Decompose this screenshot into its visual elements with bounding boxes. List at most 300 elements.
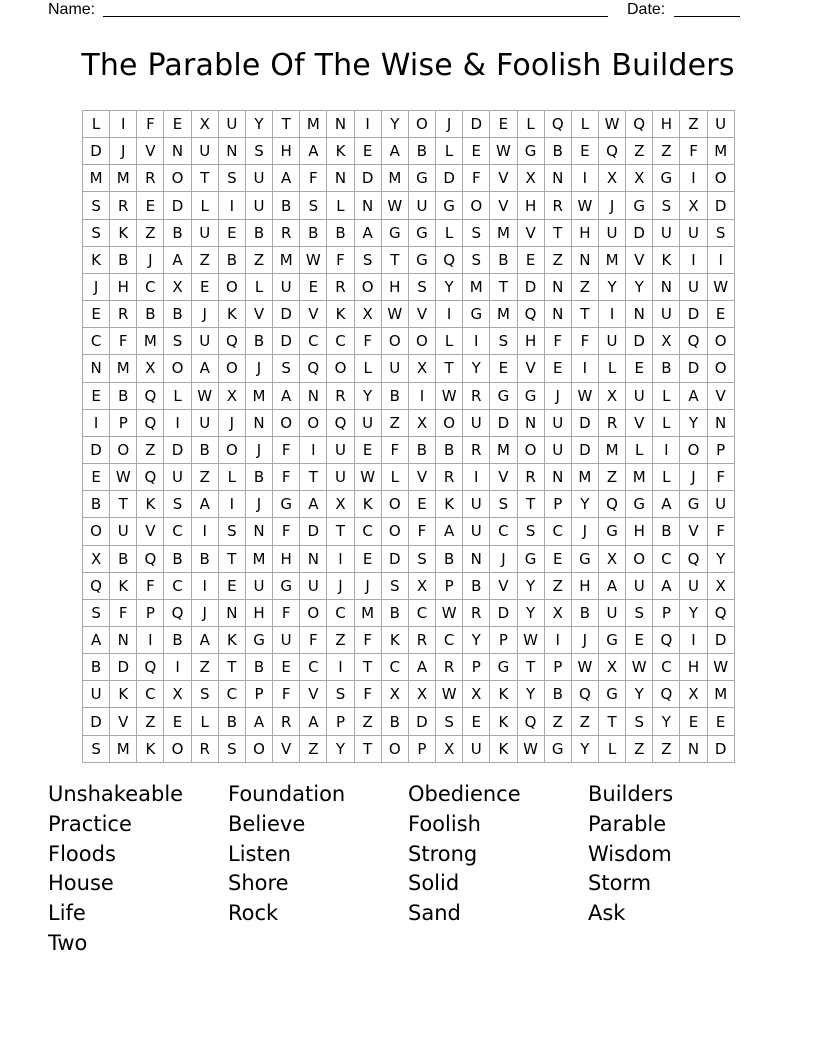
grid-cell[interactable]: R xyxy=(137,165,164,192)
grid-cell[interactable]: V xyxy=(300,301,327,328)
grid-cell[interactable]: Y xyxy=(463,355,490,382)
grid-cell[interactable]: B xyxy=(463,573,490,600)
grid-cell[interactable]: S xyxy=(463,220,490,247)
grid-cell[interactable]: E xyxy=(355,138,382,165)
grid-cell[interactable]: D xyxy=(463,111,490,138)
grid-cell[interactable]: E xyxy=(137,192,164,219)
grid-cell[interactable]: A xyxy=(436,518,463,545)
grid-cell[interactable]: N xyxy=(300,546,327,573)
grid-cell[interactable]: F xyxy=(708,518,735,545)
grid-cell[interactable]: U xyxy=(409,192,436,219)
grid-cell[interactable]: V xyxy=(490,165,517,192)
grid-cell[interactable]: S xyxy=(219,518,246,545)
grid-cell[interactable]: R xyxy=(518,464,545,491)
grid-cell[interactable]: M xyxy=(490,437,517,464)
grid-cell[interactable]: X xyxy=(409,355,436,382)
grid-cell[interactable]: N xyxy=(110,627,137,654)
grid-cell[interactable]: U xyxy=(626,383,653,410)
grid-cell[interactable]: D xyxy=(273,301,300,328)
grid-cell[interactable]: H xyxy=(110,274,137,301)
grid-cell[interactable]: J xyxy=(246,437,273,464)
grid-cell[interactable]: X xyxy=(599,165,626,192)
grid-cell[interactable]: V xyxy=(626,247,653,274)
grid-cell[interactable]: O xyxy=(219,437,246,464)
grid-cell[interactable]: U xyxy=(708,491,735,518)
grid-cell[interactable]: G xyxy=(626,192,653,219)
grid-cell[interactable]: O xyxy=(382,736,409,763)
grid-cell[interactable]: Z xyxy=(680,111,707,138)
grid-cell[interactable]: B xyxy=(219,708,246,735)
grid-cell[interactable]: C xyxy=(164,518,191,545)
grid-cell[interactable]: N xyxy=(164,138,191,165)
grid-cell[interactable]: A xyxy=(382,138,409,165)
grid-cell[interactable]: Z xyxy=(300,736,327,763)
grid-cell[interactable]: Q xyxy=(599,138,626,165)
grid-cell[interactable]: E xyxy=(626,355,653,382)
grid-cell[interactable]: T xyxy=(192,165,219,192)
grid-cell[interactable]: I xyxy=(572,355,599,382)
grid-cell[interactable]: E xyxy=(219,573,246,600)
grid-cell[interactable]: F xyxy=(327,247,354,274)
grid-cell[interactable]: A xyxy=(246,708,273,735)
grid-cell[interactable]: B xyxy=(653,355,680,382)
grid-cell[interactable]: P xyxy=(436,573,463,600)
grid-cell[interactable]: U xyxy=(680,274,707,301)
grid-cell[interactable]: U xyxy=(273,274,300,301)
grid-cell[interactable]: N xyxy=(545,301,572,328)
grid-cell[interactable]: B xyxy=(490,247,517,274)
grid-cell[interactable]: A xyxy=(653,491,680,518)
grid-cell[interactable]: U xyxy=(327,437,354,464)
grid-cell[interactable]: U xyxy=(599,220,626,247)
grid-cell[interactable]: D xyxy=(83,708,110,735)
grid-cell[interactable]: B xyxy=(137,301,164,328)
grid-cell[interactable]: Z xyxy=(137,708,164,735)
grid-cell[interactable]: T xyxy=(490,274,517,301)
grid-cell[interactable]: W xyxy=(382,192,409,219)
grid-cell[interactable]: S xyxy=(300,192,327,219)
grid-cell[interactable]: R xyxy=(327,383,354,410)
grid-cell[interactable]: J xyxy=(219,410,246,437)
grid-cell[interactable]: N xyxy=(463,546,490,573)
grid-cell[interactable]: Z xyxy=(137,437,164,464)
grid-cell[interactable]: I xyxy=(219,491,246,518)
grid-cell[interactable]: E xyxy=(83,383,110,410)
grid-cell[interactable]: C xyxy=(83,328,110,355)
grid-cell[interactable]: P xyxy=(409,736,436,763)
grid-cell[interactable]: L xyxy=(164,383,191,410)
grid-cell[interactable]: G xyxy=(599,518,626,545)
grid-cell[interactable]: S xyxy=(490,491,517,518)
grid-cell[interactable]: U xyxy=(599,328,626,355)
grid-cell[interactable]: R xyxy=(273,708,300,735)
grid-cell[interactable]: W xyxy=(518,627,545,654)
grid-cell[interactable]: H xyxy=(626,518,653,545)
grid-cell[interactable]: V xyxy=(708,383,735,410)
grid-cell[interactable]: C xyxy=(653,546,680,573)
grid-cell[interactable]: M xyxy=(490,220,517,247)
grid-cell[interactable]: X xyxy=(599,654,626,681)
word-search-grid[interactable] xyxy=(82,110,735,763)
grid-cell[interactable]: C xyxy=(355,518,382,545)
grid-cell[interactable]: K xyxy=(653,247,680,274)
grid-cell[interactable]: B xyxy=(246,464,273,491)
grid-cell[interactable]: V xyxy=(409,464,436,491)
grid-cell[interactable]: C xyxy=(545,518,572,545)
grid-cell[interactable]: H xyxy=(572,573,599,600)
grid-cell[interactable]: X xyxy=(626,165,653,192)
grid-cell[interactable]: H xyxy=(518,328,545,355)
grid-cell[interactable]: J xyxy=(246,355,273,382)
grid-cell[interactable]: O xyxy=(463,192,490,219)
grid-cell[interactable]: E xyxy=(355,546,382,573)
grid-cell[interactable]: A xyxy=(164,247,191,274)
grid-cell[interactable]: G xyxy=(436,192,463,219)
grid-cell[interactable]: Q xyxy=(653,681,680,708)
grid-cell[interactable]: U xyxy=(83,681,110,708)
grid-cell[interactable]: R xyxy=(436,464,463,491)
grid-cell[interactable]: X xyxy=(680,681,707,708)
grid-cell[interactable]: O xyxy=(164,165,191,192)
grid-cell[interactable]: E xyxy=(273,654,300,681)
grid-cell[interactable]: I xyxy=(463,328,490,355)
grid-cell[interactable]: B xyxy=(653,518,680,545)
grid-cell[interactable]: M xyxy=(708,138,735,165)
grid-cell[interactable]: N xyxy=(246,410,273,437)
grid-cell[interactable]: W xyxy=(572,383,599,410)
grid-cell[interactable]: O xyxy=(219,355,246,382)
grid-cell[interactable]: Z xyxy=(653,736,680,763)
grid-cell[interactable]: T xyxy=(545,220,572,247)
grid-cell[interactable]: C xyxy=(219,681,246,708)
grid-cell[interactable]: S xyxy=(83,192,110,219)
grid-cell[interactable]: S xyxy=(83,220,110,247)
grid-cell[interactable]: G xyxy=(409,220,436,247)
grid-cell[interactable]: C xyxy=(409,600,436,627)
grid-cell[interactable]: H xyxy=(653,111,680,138)
grid-cell[interactable]: D xyxy=(626,220,653,247)
grid-cell[interactable]: U xyxy=(653,220,680,247)
grid-cell[interactable]: M xyxy=(490,301,517,328)
grid-cell[interactable]: Q xyxy=(83,573,110,600)
grid-cell[interactable]: J xyxy=(83,274,110,301)
grid-cell[interactable]: Z xyxy=(192,464,219,491)
grid-cell[interactable]: R xyxy=(436,654,463,681)
grid-cell[interactable]: X xyxy=(164,681,191,708)
grid-cell[interactable]: L xyxy=(436,328,463,355)
grid-cell[interactable]: Q xyxy=(653,627,680,654)
grid-cell[interactable]: B xyxy=(164,301,191,328)
grid-cell[interactable]: P xyxy=(110,410,137,437)
grid-cell[interactable]: G xyxy=(273,491,300,518)
grid-cell[interactable]: B xyxy=(436,437,463,464)
grid-cell[interactable]: S xyxy=(246,138,273,165)
grid-cell[interactable]: X xyxy=(463,681,490,708)
grid-cell[interactable]: L xyxy=(599,736,626,763)
grid-cell[interactable]: F xyxy=(680,138,707,165)
grid-cell[interactable]: E xyxy=(83,301,110,328)
grid-cell[interactable]: F xyxy=(110,328,137,355)
grid-cell[interactable]: R xyxy=(463,600,490,627)
grid-cell[interactable]: D xyxy=(300,518,327,545)
grid-cell[interactable]: E xyxy=(708,301,735,328)
grid-cell[interactable]: O xyxy=(680,437,707,464)
grid-cell[interactable]: Y xyxy=(518,573,545,600)
grid-cell[interactable]: J xyxy=(599,192,626,219)
grid-cell[interactable]: L xyxy=(83,111,110,138)
grid-cell[interactable]: V xyxy=(490,192,517,219)
grid-cell[interactable]: U xyxy=(327,464,354,491)
grid-cell[interactable]: F xyxy=(355,681,382,708)
grid-cell[interactable]: V xyxy=(490,464,517,491)
grid-cell[interactable]: Y xyxy=(327,736,354,763)
grid-cell[interactable]: Y xyxy=(653,708,680,735)
grid-cell[interactable]: H xyxy=(680,654,707,681)
grid-cell[interactable]: C xyxy=(300,654,327,681)
grid-cell[interactable]: N xyxy=(327,111,354,138)
grid-cell[interactable]: K xyxy=(137,491,164,518)
grid-cell[interactable]: S xyxy=(219,736,246,763)
grid-cell[interactable]: C xyxy=(164,573,191,600)
grid-cell[interactable]: Y xyxy=(626,274,653,301)
grid-cell[interactable]: L xyxy=(436,138,463,165)
grid-cell[interactable]: J xyxy=(327,573,354,600)
grid-cell[interactable]: N xyxy=(518,410,545,437)
grid-cell[interactable]: V xyxy=(626,410,653,437)
grid-cell[interactable]: S xyxy=(490,328,517,355)
grid-cell[interactable]: M xyxy=(110,736,137,763)
grid-cell[interactable]: U xyxy=(680,573,707,600)
grid-cell[interactable]: N xyxy=(219,138,246,165)
grid-cell[interactable]: G xyxy=(518,383,545,410)
grid-cell[interactable]: I xyxy=(300,437,327,464)
grid-cell[interactable]: D xyxy=(708,627,735,654)
grid-cell[interactable]: F xyxy=(300,627,327,654)
grid-cell[interactable]: B xyxy=(246,220,273,247)
grid-cell[interactable]: F xyxy=(137,111,164,138)
grid-cell[interactable]: D xyxy=(490,600,517,627)
grid-cell[interactable]: N xyxy=(708,410,735,437)
grid-cell[interactable]: A xyxy=(192,491,219,518)
grid-cell[interactable]: O xyxy=(246,736,273,763)
grid-cell[interactable]: W xyxy=(599,111,626,138)
grid-cell[interactable]: T xyxy=(355,654,382,681)
grid-cell[interactable]: C xyxy=(653,654,680,681)
grid-cell[interactable]: Y xyxy=(680,410,707,437)
grid-cell[interactable]: V xyxy=(137,138,164,165)
grid-cell[interactable]: L xyxy=(355,355,382,382)
grid-cell[interactable]: K xyxy=(355,491,382,518)
grid-cell[interactable]: E xyxy=(463,138,490,165)
grid-cell[interactable]: Q xyxy=(137,464,164,491)
grid-cell[interactable]: B xyxy=(110,383,137,410)
grid-cell[interactable]: L xyxy=(653,383,680,410)
grid-cell[interactable]: W xyxy=(572,192,599,219)
grid-cell[interactable]: U xyxy=(463,736,490,763)
grid-cell[interactable]: B xyxy=(164,546,191,573)
grid-cell[interactable]: V xyxy=(518,355,545,382)
grid-cell[interactable]: N xyxy=(327,165,354,192)
grid-cell[interactable]: K xyxy=(83,247,110,274)
grid-cell[interactable]: W xyxy=(572,654,599,681)
grid-cell[interactable]: Y xyxy=(355,383,382,410)
grid-cell[interactable]: D xyxy=(518,274,545,301)
grid-cell[interactable]: D xyxy=(572,410,599,437)
grid-cell[interactable]: W xyxy=(382,301,409,328)
grid-cell[interactable]: V xyxy=(246,301,273,328)
grid-cell[interactable]: W xyxy=(192,383,219,410)
grid-cell[interactable]: D xyxy=(355,165,382,192)
grid-cell[interactable]: U xyxy=(246,192,273,219)
grid-cell[interactable]: S xyxy=(409,546,436,573)
grid-cell[interactable]: Y xyxy=(680,600,707,627)
grid-cell[interactable]: Z xyxy=(626,138,653,165)
grid-cell[interactable]: D xyxy=(110,654,137,681)
grid-cell[interactable]: B xyxy=(409,138,436,165)
grid-cell[interactable]: J xyxy=(680,464,707,491)
grid-cell[interactable]: C xyxy=(436,627,463,654)
grid-cell[interactable]: E xyxy=(83,464,110,491)
grid-cell[interactable]: T xyxy=(300,464,327,491)
grid-cell[interactable]: Y xyxy=(572,491,599,518)
grid-cell[interactable]: E xyxy=(490,111,517,138)
grid-cell[interactable]: Z xyxy=(545,573,572,600)
grid-cell[interactable]: F xyxy=(382,437,409,464)
grid-cell[interactable]: D xyxy=(436,165,463,192)
grid-cell[interactable]: V xyxy=(273,736,300,763)
grid-cell[interactable]: N xyxy=(300,383,327,410)
grid-cell[interactable]: L xyxy=(518,111,545,138)
grid-cell[interactable]: X xyxy=(382,681,409,708)
grid-cell[interactable]: Q xyxy=(436,247,463,274)
grid-cell[interactable]: X xyxy=(545,600,572,627)
grid-cell[interactable]: E xyxy=(572,138,599,165)
grid-cell[interactable]: B xyxy=(246,328,273,355)
grid-cell[interactable]: X xyxy=(192,111,219,138)
grid-cell[interactable]: A xyxy=(409,654,436,681)
name-blank-line[interactable] xyxy=(103,16,608,17)
grid-cell[interactable]: B xyxy=(110,247,137,274)
grid-cell[interactable]: Q xyxy=(518,708,545,735)
grid-cell[interactable]: B xyxy=(545,681,572,708)
grid-cell[interactable]: Z xyxy=(192,654,219,681)
grid-cell[interactable]: K xyxy=(490,681,517,708)
grid-cell[interactable]: Y xyxy=(708,546,735,573)
grid-cell[interactable]: N xyxy=(680,736,707,763)
grid-cell[interactable]: T xyxy=(436,355,463,382)
grid-cell[interactable]: O xyxy=(164,736,191,763)
grid-cell[interactable]: K xyxy=(382,627,409,654)
grid-cell[interactable]: X xyxy=(409,573,436,600)
grid-cell[interactable]: B xyxy=(192,546,219,573)
grid-cell[interactable]: F xyxy=(273,437,300,464)
grid-cell[interactable]: G xyxy=(409,247,436,274)
grid-cell[interactable]: F xyxy=(273,681,300,708)
grid-cell[interactable]: L xyxy=(436,220,463,247)
grid-cell[interactable]: E xyxy=(518,247,545,274)
grid-cell[interactable]: B xyxy=(327,220,354,247)
grid-cell[interactable]: E xyxy=(355,437,382,464)
grid-cell[interactable]: J xyxy=(490,546,517,573)
grid-cell[interactable]: S xyxy=(83,600,110,627)
grid-cell[interactable]: L xyxy=(327,192,354,219)
grid-cell[interactable]: R xyxy=(192,736,219,763)
grid-cell[interactable]: D xyxy=(83,138,110,165)
grid-cell[interactable]: T xyxy=(327,518,354,545)
grid-cell[interactable]: S xyxy=(626,708,653,735)
grid-cell[interactable]: F xyxy=(355,627,382,654)
grid-cell[interactable]: K xyxy=(137,736,164,763)
grid-cell[interactable]: X xyxy=(137,355,164,382)
grid-cell[interactable]: U xyxy=(680,220,707,247)
grid-cell[interactable]: I xyxy=(409,383,436,410)
grid-cell[interactable]: F xyxy=(137,573,164,600)
grid-cell[interactable]: S xyxy=(164,491,191,518)
grid-cell[interactable]: S xyxy=(192,681,219,708)
grid-cell[interactable]: M xyxy=(137,328,164,355)
grid-cell[interactable]: Z xyxy=(572,708,599,735)
grid-cell[interactable]: U xyxy=(708,111,735,138)
grid-cell[interactable]: A xyxy=(355,220,382,247)
grid-cell[interactable]: V xyxy=(137,518,164,545)
grid-cell[interactable]: P xyxy=(137,600,164,627)
grid-cell[interactable]: L xyxy=(653,464,680,491)
grid-cell[interactable]: D xyxy=(680,355,707,382)
grid-cell[interactable]: K xyxy=(490,708,517,735)
grid-cell[interactable]: X xyxy=(436,736,463,763)
grid-cell[interactable]: W xyxy=(518,736,545,763)
grid-cell[interactable]: S xyxy=(409,274,436,301)
grid-cell[interactable]: B xyxy=(219,247,246,274)
date-blank-line[interactable] xyxy=(674,16,740,17)
grid-cell[interactable]: T xyxy=(599,708,626,735)
grid-cell[interactable]: Q xyxy=(626,111,653,138)
grid-cell[interactable]: G xyxy=(518,546,545,573)
grid-cell[interactable]: C xyxy=(137,681,164,708)
grid-cell[interactable]: U xyxy=(382,355,409,382)
grid-cell[interactable]: M xyxy=(572,464,599,491)
grid-cell[interactable]: Z xyxy=(355,708,382,735)
grid-cell[interactable]: I xyxy=(680,165,707,192)
grid-cell[interactable]: X xyxy=(83,546,110,573)
grid-cell[interactable]: P xyxy=(545,491,572,518)
grid-cell[interactable]: W xyxy=(708,274,735,301)
grid-cell[interactable]: M xyxy=(273,247,300,274)
grid-cell[interactable]: N xyxy=(545,274,572,301)
grid-cell[interactable]: B xyxy=(83,654,110,681)
grid-cell[interactable]: W xyxy=(436,681,463,708)
grid-cell[interactable]: O xyxy=(436,410,463,437)
grid-cell[interactable]: U xyxy=(273,627,300,654)
grid-cell[interactable]: G xyxy=(545,736,572,763)
grid-cell[interactable]: O xyxy=(382,491,409,518)
grid-cell[interactable]: T xyxy=(382,247,409,274)
grid-cell[interactable]: U xyxy=(219,111,246,138)
grid-cell[interactable]: S xyxy=(83,736,110,763)
grid-cell[interactable]: E xyxy=(164,708,191,735)
grid-cell[interactable]: F xyxy=(463,165,490,192)
grid-cell[interactable]: H xyxy=(246,600,273,627)
grid-cell[interactable]: C xyxy=(327,600,354,627)
grid-cell[interactable]: Z xyxy=(246,247,273,274)
grid-cell[interactable]: J xyxy=(110,138,137,165)
grid-cell[interactable]: I xyxy=(599,301,626,328)
grid-cell[interactable]: G xyxy=(246,627,273,654)
grid-cell[interactable]: T xyxy=(518,491,545,518)
grid-cell[interactable]: M xyxy=(463,274,490,301)
grid-cell[interactable]: G xyxy=(409,165,436,192)
grid-cell[interactable]: F xyxy=(110,600,137,627)
